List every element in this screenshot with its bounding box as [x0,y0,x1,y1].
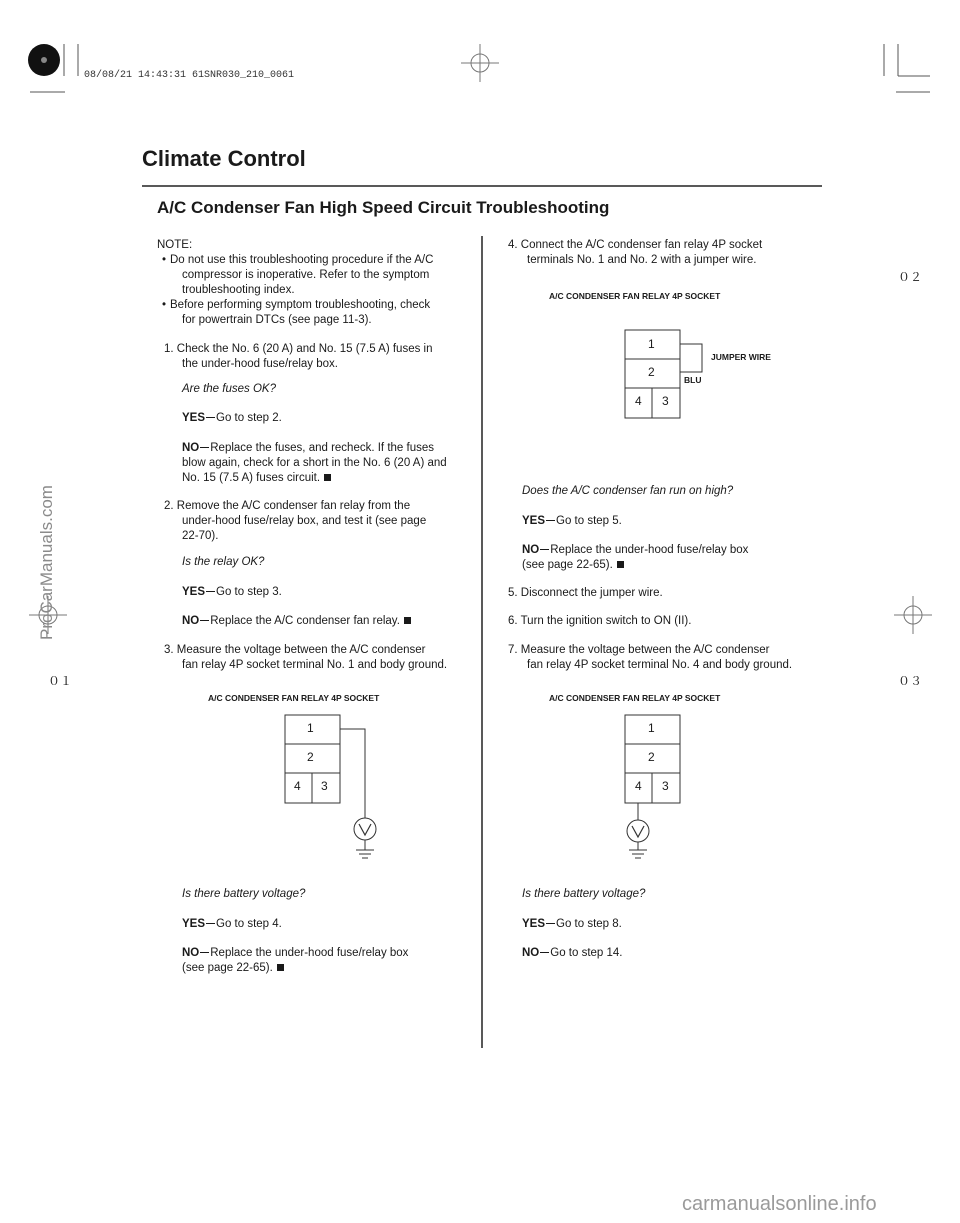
chapter-title: Climate Control [142,146,306,171]
q5-yes: YES Go to step 8. [522,918,622,930]
step-5: 5. Disconnect the jumper wire. [508,587,663,599]
page-mark: ０１ [48,674,73,688]
note-1: troubleshooting index. [182,284,295,296]
question-1: Are the fuses OK? [182,383,276,395]
footer-url: carmanualsonline.info [682,1193,877,1215]
q3-no-cont: (see page 22-65). [182,961,284,976]
end-mark-icon [404,617,411,624]
note-1: • Do not use this troubleshooting procedure if the A/C [170,253,433,268]
step-1: the under-hood fuse/relay box. [182,358,338,370]
terminal-2: 2 [648,365,655,379]
terminal-4: 4 [635,779,642,793]
step-4: 4. Connect the A/C condenser fan relay 4P socket [508,239,763,251]
page-mark: ０３ [898,674,923,688]
watermark: ProCarManuals.com [37,485,56,640]
relay-socket-diagram [270,705,390,875]
terminal-3: 3 [662,394,669,408]
note-title: NOTE: [157,239,193,251]
jumper-wire-label: JUMPER WIRE [711,352,771,362]
page-mark: ０２ [898,270,923,284]
note-2: for powertrain DTCs (see page 11-3). [182,314,372,326]
question-4: Does the A/C condenser fan run on high? [522,485,734,497]
q2-no: NO Replace the A/C condenser fan relay. [182,614,411,629]
note-1: compressor is inoperative. Refer to the symptom [182,269,430,281]
registration-disc-icon [28,44,60,76]
step-2: under-hood fuse/relay box, and test it (see page [182,515,427,527]
q2-yes: YES Go to step 3. [182,586,282,598]
q1-no-cont: blow again, check for a short in the No. 6 (20 A) and [182,457,447,469]
terminal-3: 3 [662,779,669,793]
question-5: Is there battery voltage? [522,888,646,900]
question-3: Is there battery voltage? [182,888,306,900]
step-6: 6. Turn the ignition switch to ON (II). [508,615,692,627]
end-mark-icon [617,561,624,568]
step-2: 2. Remove the A/C condenser fan relay from the [164,500,411,512]
end-mark-icon [277,964,284,971]
print-stamp: 08/08/21 14:43:31 61SNR030_210_0061 [84,70,295,81]
step-3: fan relay 4P socket terminal No. 1 and body ground. [182,659,448,671]
wire-color-label: BLU [684,375,702,385]
terminal-2: 2 [648,750,655,764]
diagram-label: A/C CONDENSER FAN RELAY 4P SOCKET [549,693,721,703]
step-2: 22-70). [182,530,219,542]
q1-yes: YES Go to step 2. [182,412,282,424]
relay-socket-diagram [610,705,710,865]
q3-no: NO Replace the under-hood fuse/relay box [182,947,409,959]
q1-no: NO Replace the fuses, and recheck. If the fuses [182,442,434,454]
q1-no-cont: No. 15 (7.5 A) fuses circuit. [182,471,331,486]
terminal-3: 3 [321,779,328,793]
terminal-1: 1 [307,721,314,735]
diagram-label: A/C CONDENSER FAN RELAY 4P SOCKET [549,291,721,301]
terminal-2: 2 [307,750,314,764]
q4-no-cont: (see page 22-65). [522,558,624,573]
q5-no: NO Go to step 14. [522,947,623,959]
step-1: 1. Check the No. 6 (20 A) and No. 15 (7.5 A) fuses in [164,343,433,355]
q4-no: NO Replace the under-hood fuse/relay box [522,544,749,556]
note-2: • Before performing symptom troubleshooting, check [170,298,430,313]
diagram-label: A/C CONDENSER FAN RELAY 4P SOCKET [208,693,380,703]
step-7: fan relay 4P socket terminal No. 4 and body ground. [527,659,793,671]
step-7: 7. Measure the voltage between the A/C condenser [508,644,770,656]
step-3: 3. Measure the voltage between the A/C condenser [164,644,426,656]
relay-socket-jumper-diagram [610,322,710,422]
terminal-4: 4 [294,779,301,793]
terminal-4: 4 [635,394,642,408]
q4-yes: YES Go to step 5. [522,515,622,527]
section-title: A/C Condenser Fan High Speed Circuit Troubleshooting [157,198,610,217]
terminal-1: 1 [648,721,655,735]
terminal-1: 1 [648,337,655,351]
end-mark-icon [324,474,331,481]
step-4: terminals No. 1 and No. 2 with a jumper wire. [527,254,757,266]
question-2: Is the relay OK? [182,556,265,568]
q3-yes: YES Go to step 4. [182,918,282,930]
